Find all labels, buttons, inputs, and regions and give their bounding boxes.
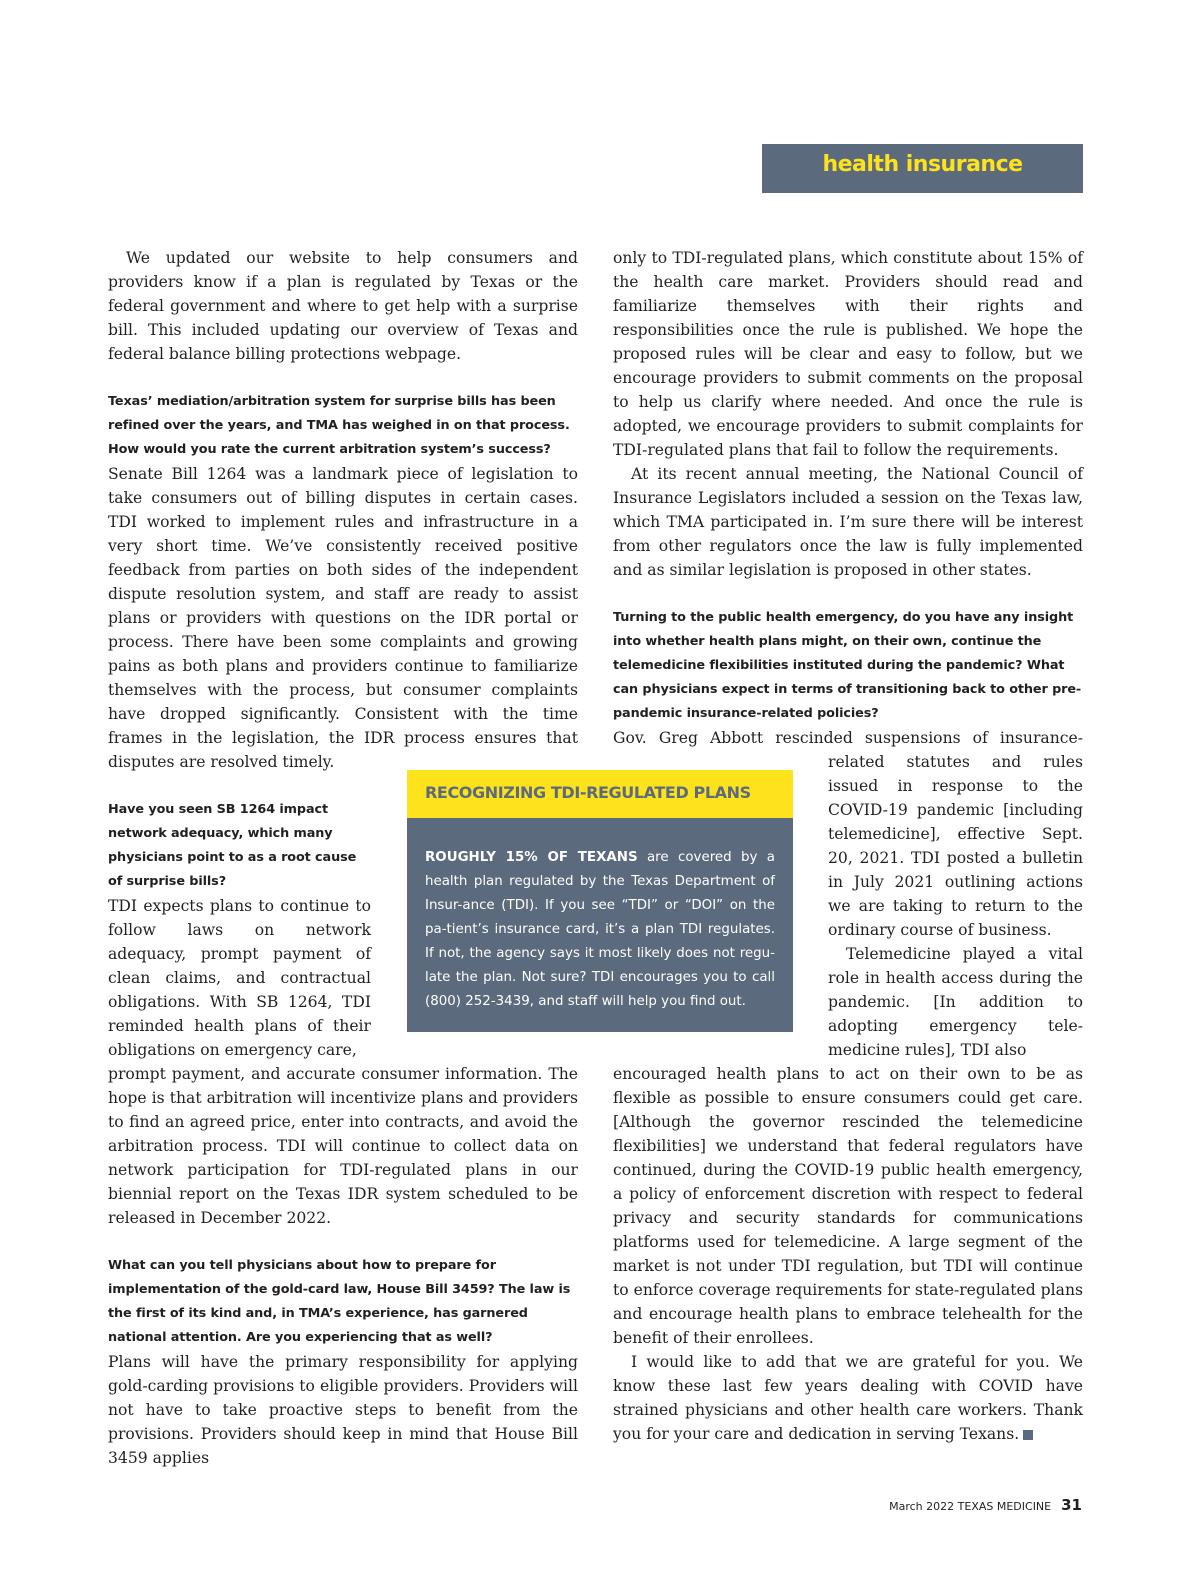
sidebar-body bbox=[407, 818, 793, 1032]
page-number: 31 bbox=[1061, 1496, 1082, 1514]
answer-gold-card: Plans will have the primary responsibility for applying gold-carding provisions to eligible providers. Providers will not have to take proactive steps to benefit from the provisions. Providers should keep in mind that House Bill 3459 applies bbox=[108, 1353, 578, 1467]
sidebar-lead: ROUGHLY 15% OF TEXANS bbox=[425, 850, 638, 865]
telemedicine-paragraph-cont: encouraged health plans to act on their own to be as flexible as possible to ensure consumers could get care. [Although the governor rescinded the telemedicine flexibilities] we understand that federal regulators have continued, during the COVID-19 public health emergency, a policy of enforcement discretion with respect to federal privacy and security standards for communications platforms used for telemedicine. A large segment of the market is not under TDI regulation, but TDI will continue to enforce coverage requirements for state-regulated plans and encourage health plans to embrace telehealth for the benefit of their enrollees. bbox=[613, 1065, 1083, 1347]
answer-telemedicine-line1: Gov. Greg Abbott rescinded suspensions of insurance- bbox=[613, 729, 1083, 747]
question-telemedicine: Turning to the public health emergency, do you have any insight into whether health plans might, on their own, continue the telemedicine flexibilities instituted during the pandemic? What can physicians expect in terms of transitioning back to other pre-pandemic insurance-related policies? bbox=[613, 610, 1082, 721]
answer-network-adequacy: TDI expects plans to continue to follow laws on network adequacy, prompt payment of clean claims, and contractual obligations. With SB 1264, TDI reminded health plans of their obligations on emergency care, bbox=[108, 897, 371, 1059]
end-mark-icon bbox=[1023, 1430, 1033, 1440]
footer-issue: March 2022 TEXAS MEDICINE bbox=[889, 1500, 1052, 1513]
sidebar-box bbox=[407, 770, 793, 1032]
question-arbitration: Texas’ mediation/arbitration system for surprise bills has been refined over the years, and TMA has weighed in on that process. How would you rate the current arbitration system’s success? bbox=[108, 394, 570, 457]
left-column-top bbox=[108, 246, 578, 774]
answer-arbitration: Senate Bill 1264 was a landmark piece of legislation to take consumers out of billing disputes in certain cases. TDI worked to implement rules and infrastructure in a very short time. We’ve consistently received positive feedback from parties on both sides of the independent dispute resolution system, and staff are ready to assist plans or providers with questions on the IDR portal or process. There have been some complaints and growing pains as both plans and providers continue to familiarize themselves with the process, but consumer complaints have dropped significantly. Consistent with the time frames in the legislation, the IDR process ensures that disputes are resolved timely. bbox=[108, 465, 578, 771]
ncoil-paragraph: At its recent annual meeting, the National Council of Insurance Legislators included a session on the Texas law, which TMA participated in. I’m sure there will be interest from other regulators once the law is fully implemented and as similar legislation is proposed in other states. bbox=[613, 465, 1083, 579]
closing-text: I would like to add that we are grateful for you. We know these last few years dealing with COVID have strained physicians and other health care workers. Thank you for your care and dedication in serving Texans. bbox=[613, 1353, 1083, 1443]
right-column-narrow bbox=[828, 750, 1083, 1062]
answer-telemedicine: related statutes and rules issued in response to the COVID-19 pandemic [including telemedicine], effective Sept. 20, 2021. TDI posted a bulletin in July 2021 outlining actions we are taking to return to the ordinary course of business. bbox=[828, 753, 1083, 939]
closing-paragraph bbox=[613, 1350, 1083, 1446]
right-column-bottom bbox=[613, 1062, 1083, 1446]
page-footer bbox=[889, 1496, 1082, 1514]
left-column-narrow bbox=[108, 798, 371, 1062]
section-tag-label: health insurance bbox=[822, 152, 1023, 177]
sidebar-header bbox=[407, 770, 793, 818]
intro-paragraph: We updated our website to help consumers and providers know if a plan is regulated by Texas or the federal government and where to get help with a surprise bill. This included updating our overview of Texas and federal balance billing protections webpage. bbox=[108, 249, 578, 363]
section-tag bbox=[762, 144, 1083, 193]
sidebar-title: RECOGNIZING TDI-REGULATED PLANS bbox=[425, 783, 751, 802]
telemedicine-paragraph: Telemedicine played a vital role in health access during the pandemic. [In addition to adopting emergency tele-medicine rules], TDI also bbox=[828, 945, 1083, 1059]
right-column-top bbox=[613, 246, 1083, 750]
sidebar-text: are covered by a health plan regulated by the Texas Department of Insur-ance (TDI). If you see “TDI” or “DOI” on the pa-tient’s insurance card, it’s a plan TDI regulates. If not, the agency says it most likely does not regu-late the plan. Not sure? TDI encourages you to call (800) 252-3439, and staff will help you find out. bbox=[425, 850, 775, 1009]
gold-card-continued: only to TDI-regulated plans, which constitute about 15% of the health care market. Providers should read and familiarize themselves with their rights and responsibilities once the rule is published. We hope the proposed rules will be clear and easy to follow, but we encourage providers to submit comments on the proposal to help us clarify where needed. And once the rule is adopted, we encourage providers to submit complaints for TDI-regulated plans that fail to follow the requirements. bbox=[613, 249, 1083, 459]
question-gold-card: What can you tell physicians about how to prepare for implementation of the gold-card law, House Bill 3459? The law is the first of its kind and, in TMA’s experience, has garnered national attention. Are you experiencing that as well? bbox=[108, 1258, 571, 1345]
question-network-adequacy: Have you seen SB 1264 impact network adequacy, which many physicians point to as a root cause of surprise bills? bbox=[108, 802, 357, 889]
left-column-bottom bbox=[108, 1062, 578, 1470]
answer-network-adequacy-cont: prompt payment, and accurate consumer information. The hope is that arbitration will incentivize plans and providers to find an agreed price, enter into contracts, and avoid the arbitration process. TDI will continue to collect data on network participation for TDI-regulated plans in our biennial report on the Texas IDR system scheduled to be released in December 2022. bbox=[108, 1065, 578, 1227]
